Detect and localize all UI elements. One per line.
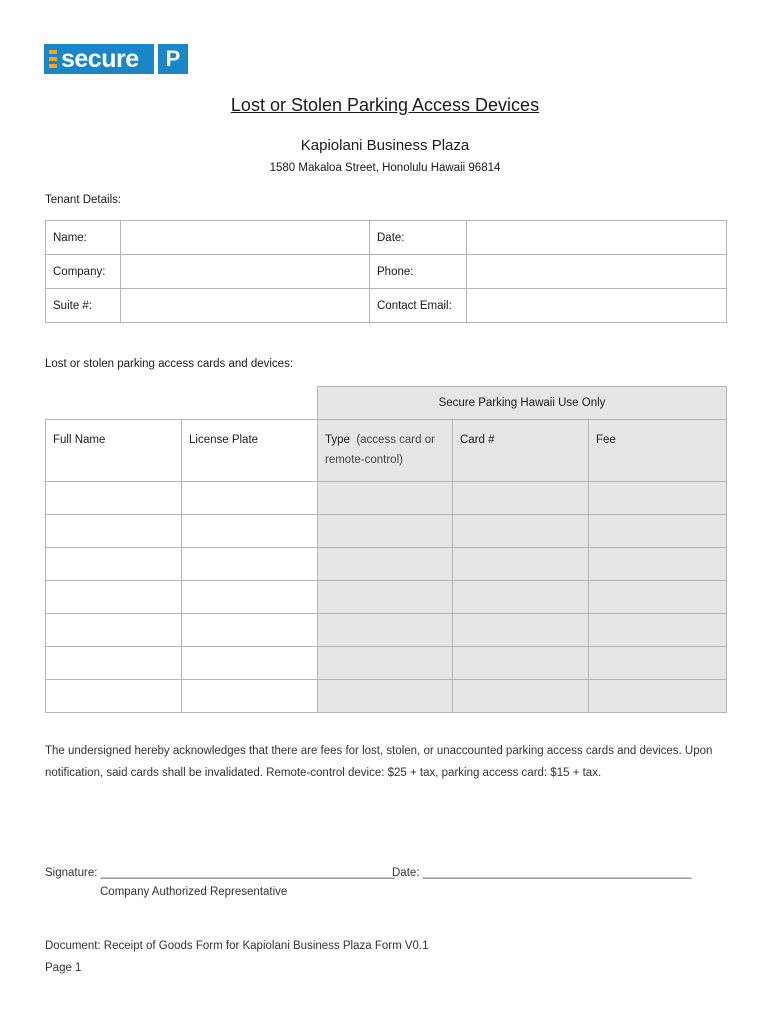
tenant-row-company [46,255,727,289]
page-title: Lost or Stolen Parking Access Devices [230,95,540,115]
fee-cell[interactable] [589,647,727,680]
phone-field[interactable] [467,255,727,289]
full-name-cell[interactable] [46,515,182,548]
signature-date-field[interactable]: Date: __________________________________________ [392,867,692,879]
full-name-cell[interactable] [46,548,182,581]
fee-header: Fee [589,420,727,482]
phone-label: Phone: [370,255,467,289]
license-plate-cell[interactable] [182,548,318,581]
tenant-details-table [45,220,727,323]
full-name-cell[interactable] [46,680,182,713]
contact-email-label: Contact Email: [370,289,467,323]
office-use-only-header: Secure Parking Hawaii Use Only [318,387,727,420]
license-plate-cell[interactable] [182,482,318,515]
card-number-cell[interactable] [453,548,589,581]
page-number: Page 1 [45,962,82,974]
fees-acknowledgement: The undersigned hereby acknowledges that there are fees for lost, stolen, or unaccounted parking access cards and devices. Upon notification, said cards shall be invalidated. Remote-control device: $25 + tax, parking access card: $15 + tax. [45,745,713,779]
type-header [318,420,453,482]
company-field[interactable] [121,255,370,289]
type-cell[interactable] [318,581,453,614]
type-header-label: Type [325,434,350,446]
card-number-cell[interactable] [453,515,589,548]
column-header-row [46,420,727,482]
logo-text: secure [61,45,139,73]
type-cell[interactable] [318,515,453,548]
device-row [46,614,727,647]
device-row [46,548,727,581]
suite-label: Suite #: [46,289,121,323]
device-row [46,647,727,680]
property-address: 1580 Makaloa Street, Honolulu Hawaii 96814 [269,162,501,174]
card-number-cell[interactable] [453,482,589,515]
contact-email-field[interactable] [467,289,727,323]
card-number-header: Card # [453,420,589,482]
license-plate-cell[interactable] [182,614,318,647]
tenant-row-suite [46,289,727,323]
date-field[interactable] [467,221,727,255]
full-name-header: Full Name [46,420,182,482]
full-name-cell[interactable] [46,581,182,614]
logo-wordmark [44,44,154,74]
card-number-cell[interactable] [453,614,589,647]
card-number-cell[interactable] [453,680,589,713]
full-name-cell[interactable] [46,647,182,680]
type-cell[interactable] [318,647,453,680]
date-label: Date: [370,221,467,255]
tenant-row-name [46,221,727,255]
type-cell[interactable] [318,614,453,647]
license-plate-cell[interactable] [182,647,318,680]
secure-parking-logo [44,44,188,74]
fee-cell[interactable] [589,614,727,647]
license-plate-header: License Plate [182,420,318,482]
name-field[interactable] [121,221,370,255]
logo-stripes-icon [49,50,57,68]
full-name-cell[interactable] [46,482,182,515]
fee-cell[interactable] [589,515,727,548]
type-cell[interactable] [318,548,453,581]
device-row [46,680,727,713]
license-plate-cell[interactable] [182,515,318,548]
tenant-details-label: Tenant Details: [45,194,122,206]
type-cell[interactable] [318,680,453,713]
full-name-cell[interactable] [46,614,182,647]
device-row [46,581,727,614]
fee-cell[interactable] [589,680,727,713]
company-label: Company: [46,255,121,289]
device-row [46,482,727,515]
name-label: Name: [46,221,121,255]
fee-cell[interactable] [589,581,727,614]
authorized-representative-label: Company Authorized Representative [100,886,288,898]
devices-table [45,386,727,713]
signature-field[interactable]: Signature: ______________________________________________ [45,867,395,879]
type-header-note: (access card or remote-control) [325,434,435,466]
document-reference: Document: Receipt of Goods Form for Kapiolani Business Plaza Form V0.1 [45,940,429,952]
device-row [46,515,727,548]
license-plate-cell[interactable] [182,680,318,713]
logo-p-badge: P [158,44,188,74]
office-use-header-row [46,387,727,420]
suite-field[interactable] [121,289,370,323]
type-cell[interactable] [318,482,453,515]
card-number-cell[interactable] [453,581,589,614]
devices-section-label: Lost or stolen parking access cards and devices: [45,358,294,370]
header-spacer [46,387,318,420]
license-plate-cell[interactable] [182,581,318,614]
property-name: Kapiolani Business Plaza [300,137,470,154]
card-number-cell[interactable] [453,647,589,680]
fee-cell[interactable] [589,548,727,581]
fee-cell[interactable] [589,482,727,515]
